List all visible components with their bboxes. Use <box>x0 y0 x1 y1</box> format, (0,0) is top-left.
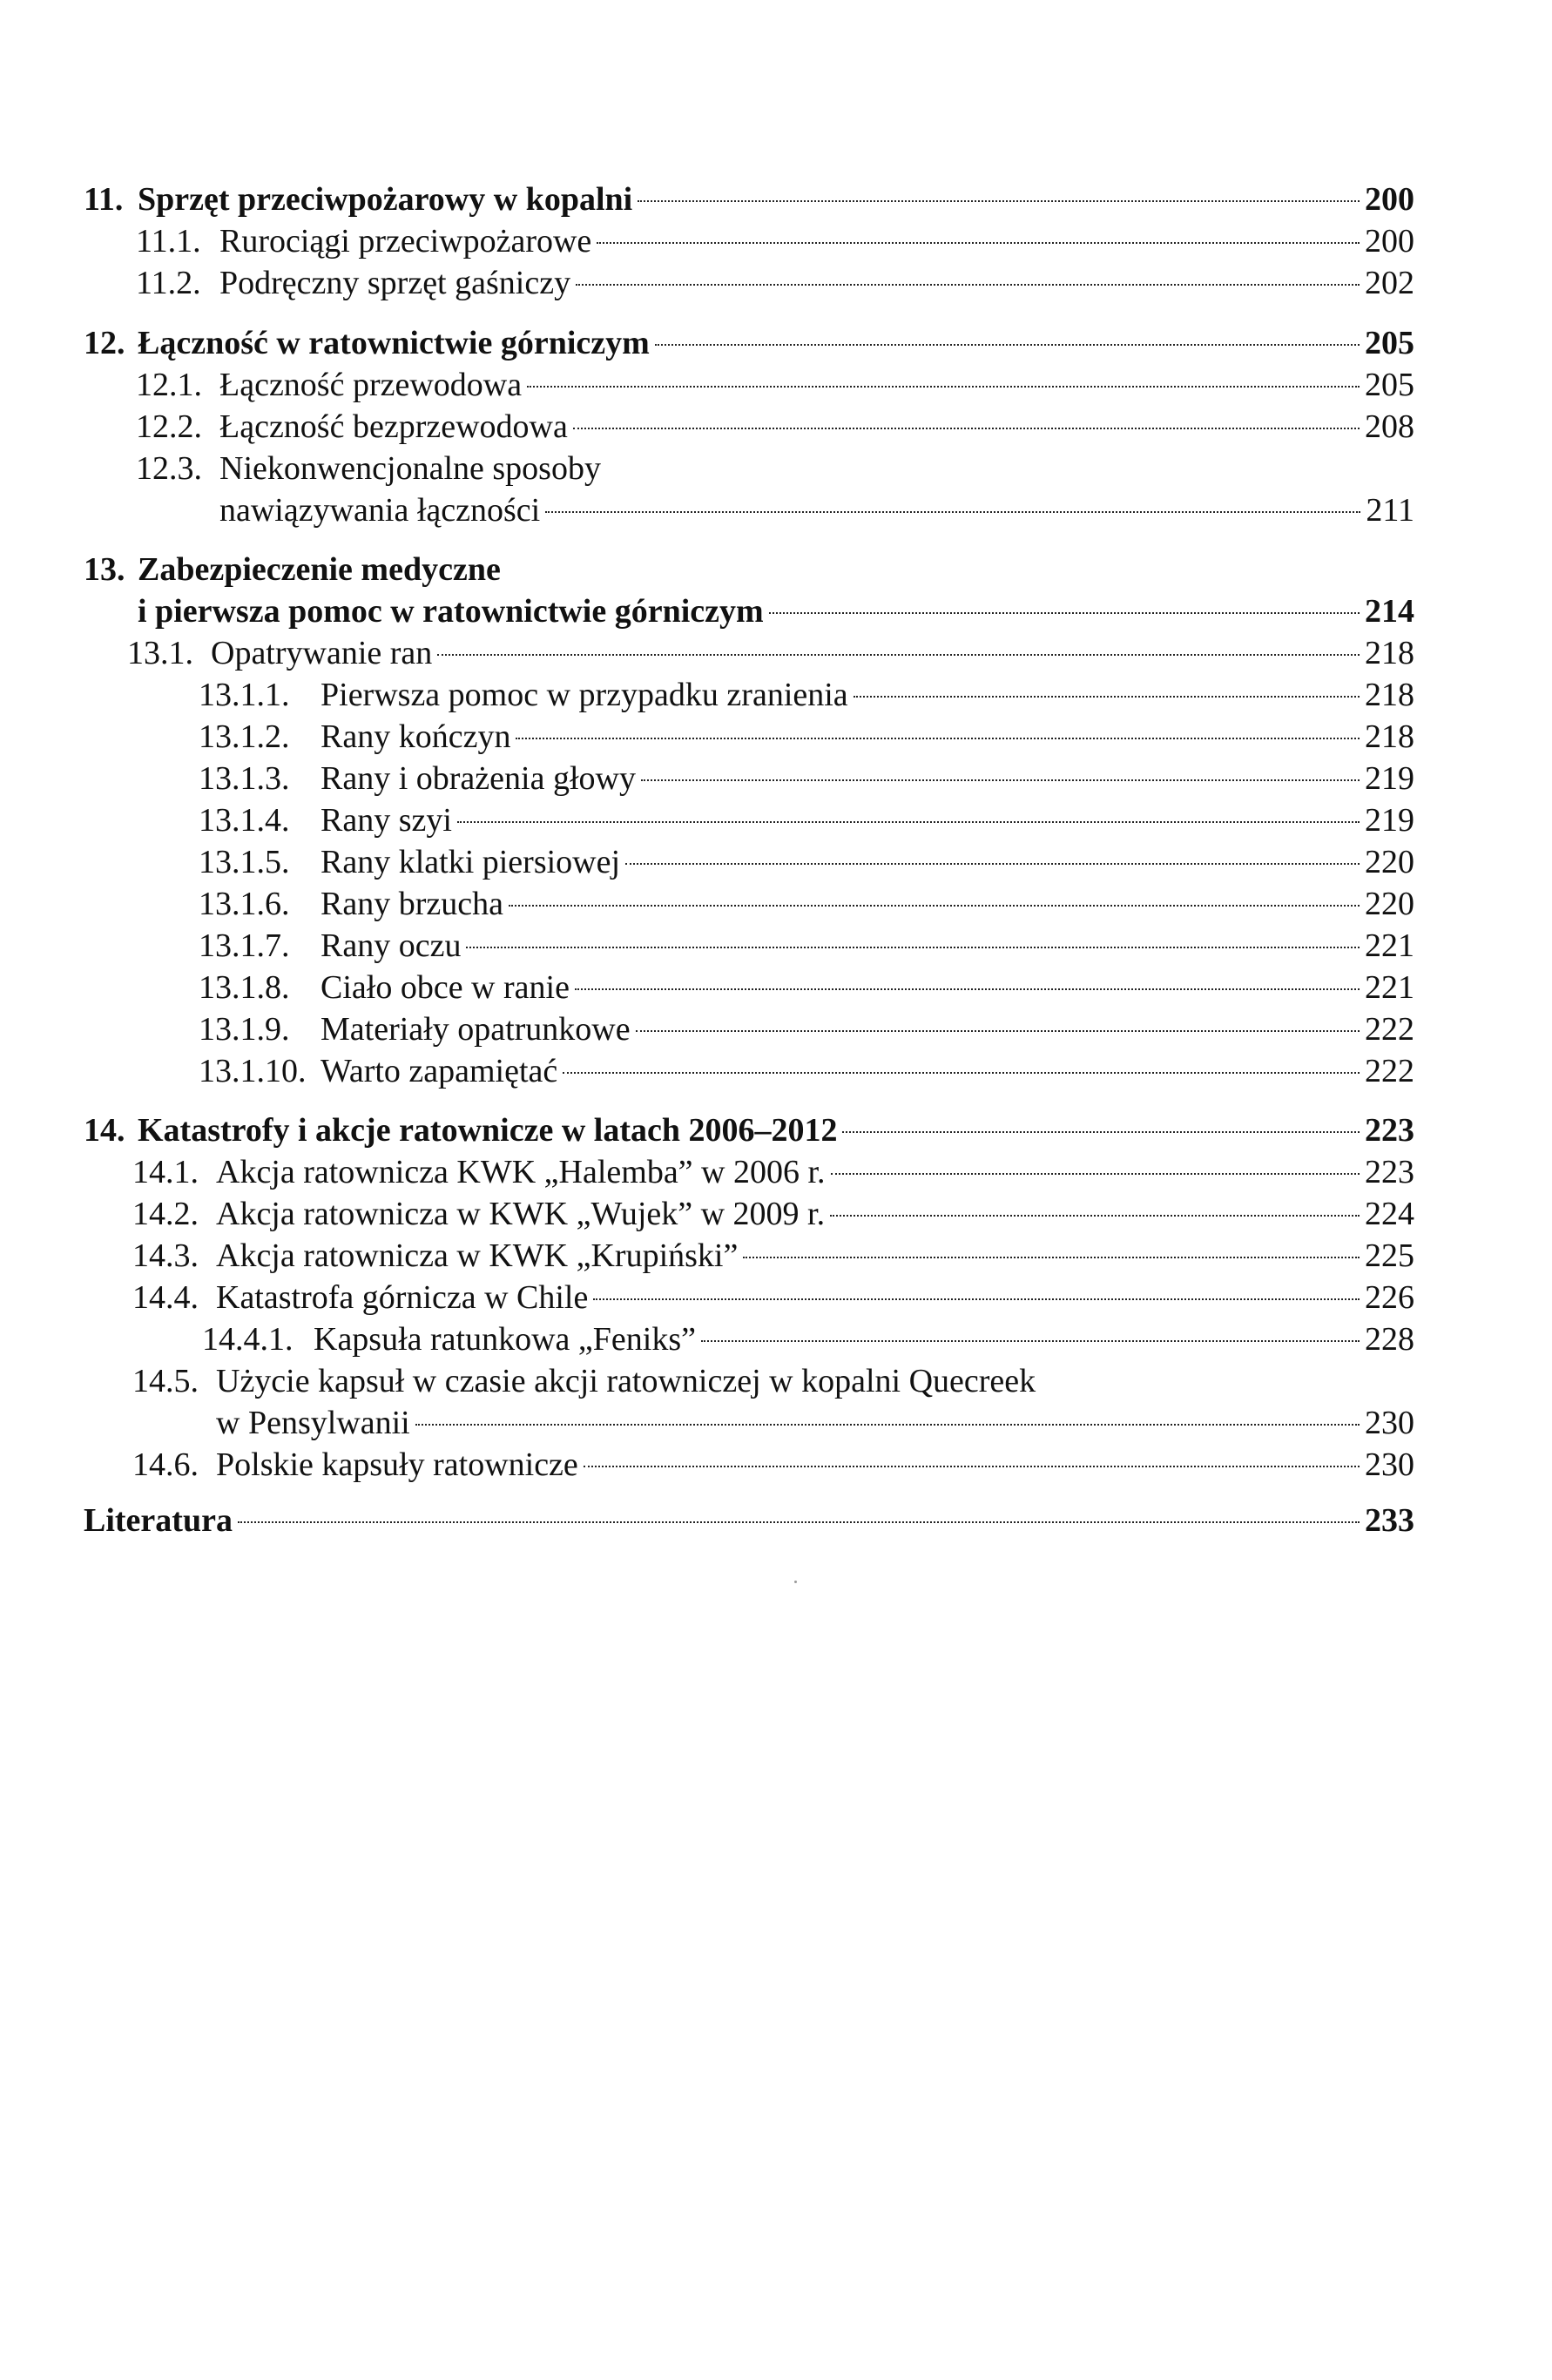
toc-entry-12[interactable] <box>0 322 1552 364</box>
toc-entry-13-1-1[interactable] <box>0 674 1552 716</box>
toc-entry-14-4-1[interactable] <box>0 1318 1552 1360</box>
toc-entry-14-5[interactable] <box>0 1402 1552 1444</box>
toc-number: 12.3. <box>136 450 202 487</box>
dot-leader <box>743 1257 1360 1258</box>
toc-page-number: 218 <box>1365 718 1414 755</box>
toc-number: 13.1.7. <box>199 927 290 964</box>
toc-entry-13-1-4[interactable] <box>0 799 1552 841</box>
toc-number: 13. <box>84 551 125 588</box>
toc-number: 12.2. <box>136 408 202 445</box>
toc-number: 14.4. <box>132 1279 199 1316</box>
toc-page-number: 218 <box>1365 635 1414 671</box>
toc-title: Podręczny sprzęt gaśniczy <box>219 265 571 301</box>
dot-leader <box>638 200 1360 202</box>
toc-title: Łączność w ratownictwie górniczym <box>138 325 650 361</box>
toc-number: 13.1.6. <box>199 886 290 922</box>
toc-page-number: 214 <box>1365 593 1414 630</box>
toc-entry-14-3[interactable] <box>0 1235 1552 1277</box>
toc-page-number: 205 <box>1365 325 1414 361</box>
toc-entry-11-1[interactable] <box>0 220 1552 262</box>
toc-page-number: 230 <box>1365 1405 1414 1441</box>
dot-leader <box>238 1521 1360 1523</box>
toc-page-number: 211 <box>1366 492 1414 529</box>
toc-title: Rany klatki piersiowej <box>321 844 621 880</box>
dot-leader <box>584 1466 1360 1467</box>
toc-title: Rany kończyn <box>321 718 511 755</box>
toc-title: Warto zapamiętać <box>321 1053 558 1089</box>
toc-page-number: 220 <box>1365 886 1414 922</box>
toc-title: Akcja ratownicza w KWK „Krupiński” <box>216 1237 739 1274</box>
toc-page-number: 200 <box>1365 223 1414 260</box>
dot-leader <box>545 511 1360 513</box>
toc-page-number: 226 <box>1365 1279 1414 1316</box>
toc-page-number: 230 <box>1365 1446 1414 1483</box>
toc-number: 13.1.4. <box>199 802 290 839</box>
toc-title: Opatrywanie ran <box>211 635 433 671</box>
toc-number: 12. <box>84 325 125 361</box>
toc-entry-14-1[interactable] <box>0 1151 1552 1193</box>
toc-number: 13.1.10. <box>199 1053 307 1089</box>
toc-number: 11. <box>84 181 124 218</box>
toc-title: Literatura <box>84 1502 233 1539</box>
toc-entry-11-2[interactable] <box>0 262 1552 304</box>
toc-number: 11.2. <box>136 265 201 301</box>
toc-title: Kapsuła ratunkowa „Feniks” <box>314 1321 696 1358</box>
toc-page-number: 223 <box>1365 1154 1414 1190</box>
toc-entry-13-1-7[interactable] <box>0 925 1552 967</box>
toc-title: nawiązywania łączności <box>219 492 541 529</box>
dot-leader <box>415 1424 1360 1426</box>
dot-leader <box>830 1215 1360 1217</box>
dot-leader <box>437 654 1360 656</box>
dot-leader <box>655 344 1360 346</box>
toc-page-number: 221 <box>1365 969 1414 1006</box>
toc-number: 13.1.1. <box>199 677 290 713</box>
toc-title: Polskie kapsuły ratownicze <box>216 1446 578 1483</box>
toc-number: 14.4.1. <box>202 1321 294 1358</box>
dot-leader <box>575 988 1360 990</box>
toc-number: 13.1.9. <box>199 1011 290 1048</box>
toc-number: 13.1.5. <box>199 844 290 880</box>
toc-title: Rany brzucha <box>321 886 503 922</box>
dot-leader <box>854 696 1360 698</box>
dot-leader <box>457 821 1360 823</box>
dot-leader <box>563 1072 1360 1074</box>
toc-entry-14-4[interactable] <box>0 1277 1552 1318</box>
toc-title: Materiały opatrunkowe <box>321 1011 631 1048</box>
toc-page-number: 205 <box>1365 367 1414 403</box>
toc-number: 14.3. <box>132 1237 199 1274</box>
toc-entry-11[interactable] <box>0 179 1552 220</box>
toc-number: 14.6. <box>132 1446 199 1483</box>
toc-title: Łączność przewodowa <box>219 367 523 403</box>
dot-leader <box>509 905 1360 907</box>
toc-number: 13.1.8. <box>199 969 290 1006</box>
toc-page-number: 222 <box>1365 1053 1414 1089</box>
toc-entry-12-3-line1 <box>136 448 601 489</box>
dot-leader <box>831 1173 1360 1175</box>
toc-page-number: 223 <box>1365 1112 1414 1149</box>
toc-entry-13-1-2[interactable] <box>0 716 1552 758</box>
toc-title: Sprzęt przeciwpożarowy w kopalni <box>138 181 633 218</box>
toc-title: Ciało obce w ranie <box>321 969 570 1006</box>
toc-title: w Pensylwanii <box>216 1405 410 1441</box>
dot-leader <box>769 612 1360 614</box>
toc-entry-13-1-10[interactable] <box>0 1050 1552 1092</box>
toc-entry-13-1[interactable] <box>0 632 1552 674</box>
toc-number: 12.1. <box>136 367 202 403</box>
toc-page-number: 233 <box>1365 1502 1414 1539</box>
toc-title: Katastrofa górnicza w Chile <box>216 1279 589 1316</box>
toc-entry-13[interactable] <box>0 590 1552 632</box>
toc-number: 14.2. <box>132 1196 199 1232</box>
toc-number: 13.1.3. <box>199 760 290 797</box>
toc-title: Pierwsza pomoc w przypadku zranienia <box>321 677 848 713</box>
dot-leader <box>641 779 1360 781</box>
toc-entry-literatura[interactable] <box>0 1500 1552 1541</box>
dot-leader <box>573 428 1360 429</box>
toc-number: 11.1. <box>136 223 201 260</box>
dot-leader <box>466 947 1360 948</box>
toc-page-number: 219 <box>1365 802 1414 839</box>
toc-number: 14. <box>84 1112 125 1149</box>
toc-title: Katastrofy i akcje ratownicze w latach 2006–2012 <box>138 1112 838 1149</box>
toc-page-number: 219 <box>1365 760 1414 797</box>
toc-page-number: 202 <box>1365 265 1414 301</box>
toc-title: Rany szyi <box>321 802 452 839</box>
toc-number: 14.1. <box>132 1154 199 1190</box>
toc-title: Rany i obrażenia głowy <box>321 760 636 797</box>
dot-leader <box>625 863 1360 865</box>
toc-title: Akcja ratownicza w KWK „Wujek” w 2009 r. <box>216 1196 826 1232</box>
toc-entry-13-1-6[interactable] <box>0 883 1552 925</box>
toc-page-number: 200 <box>1365 181 1414 218</box>
toc-title-line1: Niekonwencjonalne sposoby <box>219 450 601 487</box>
toc-title: Akcja ratownicza KWK „Halemba” w 2006 r. <box>216 1154 826 1190</box>
toc-page-number: 220 <box>1365 844 1414 880</box>
toc-page-number: 221 <box>1365 927 1414 964</box>
toc-page-number: 222 <box>1365 1011 1414 1048</box>
toc-page-number: 228 <box>1365 1321 1414 1358</box>
toc-entry-13-1-5[interactable] <box>0 841 1552 883</box>
toc-entry-14-2[interactable] <box>0 1193 1552 1235</box>
toc-entry-14[interactable] <box>0 1109 1552 1151</box>
toc-title: Rany oczu <box>321 927 462 964</box>
toc-title: i pierwsza pomoc w ratownictwie górniczym <box>138 593 764 630</box>
toc-page-number: 225 <box>1365 1237 1414 1274</box>
toc-entry-13-1-9[interactable] <box>0 1008 1552 1050</box>
toc-entry-12-1[interactable] <box>0 364 1552 406</box>
toc-entry-12-3[interactable] <box>0 489 1552 531</box>
toc-entry-13-1-3[interactable] <box>0 758 1552 799</box>
dot-leader <box>576 284 1360 286</box>
toc-title: Rurociągi przeciwpożarowe <box>219 223 592 260</box>
toc-page-number: 208 <box>1365 408 1414 445</box>
toc-page-number: 224 <box>1365 1196 1414 1232</box>
dot-leader <box>593 1298 1360 1300</box>
toc-title: Łączność bezprzewodowa <box>219 408 568 445</box>
toc-entry-12-2[interactable] <box>0 406 1552 448</box>
toc-number: 13.1. <box>127 635 193 671</box>
dot-leader <box>516 738 1360 739</box>
dot-leader <box>597 242 1360 244</box>
dot-leader <box>636 1030 1360 1032</box>
toc-number: 14.5. <box>132 1363 199 1399</box>
dot-leader <box>701 1340 1360 1342</box>
toc-entry-13-line1 <box>84 549 501 590</box>
toc-title-line1: Użycie kapsuł w czasie akcji ratowniczej w kopalni Quecreek <box>216 1363 1036 1399</box>
toc-entry-13-1-8[interactable] <box>0 967 1552 1008</box>
toc-entry-14-5-line1 <box>132 1360 1036 1402</box>
toc-number: 13.1.2. <box>199 718 290 755</box>
dot-leader <box>527 386 1360 388</box>
scan-speck <box>794 1581 797 1583</box>
dot-leader <box>842 1131 1360 1133</box>
toc-page-number: 218 <box>1365 677 1414 713</box>
toc-title-line1: Zabezpieczenie medyczne <box>138 551 501 588</box>
toc-entry-14-6[interactable] <box>0 1444 1552 1486</box>
